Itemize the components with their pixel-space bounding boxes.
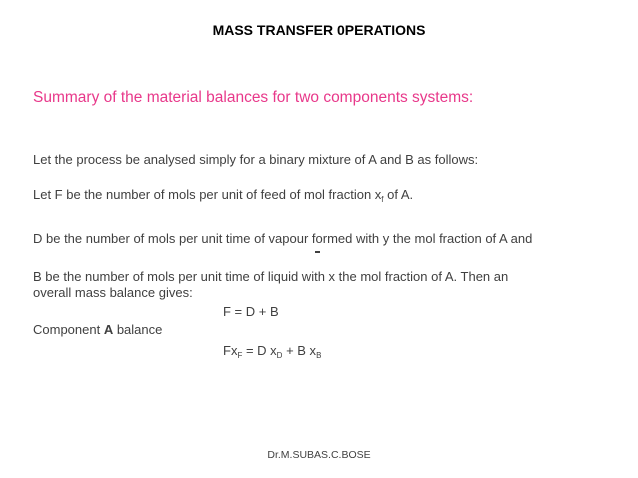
body-line-2-tail: of A. bbox=[383, 187, 414, 202]
component-label-prefix: Component bbox=[33, 322, 104, 337]
eq2-sub-c: B bbox=[316, 351, 322, 360]
slide-footer-author: Dr.M.SUBAS.C.BOSE bbox=[267, 449, 371, 461]
body-line-4: B be the number of mols per unit time of liquid with x the mol fraction of A. Then an bbox=[33, 269, 509, 284]
component-label-suffix: balance bbox=[113, 322, 163, 337]
equation-component-balance bbox=[223, 343, 321, 358]
body-line-2-text: Let F be the number of mols per unit of feed of mol fraction x bbox=[33, 187, 382, 202]
body-line-2 bbox=[33, 187, 413, 202]
slide-title: MASS TRANSFER 0PERATIONS bbox=[212, 22, 426, 38]
body-line-5: overall mass balance gives: bbox=[33, 285, 193, 300]
eq2-term-c: + B x bbox=[282, 343, 317, 358]
equation-overall-balance: F = D + B bbox=[223, 304, 279, 319]
eq2-term-a: Fx bbox=[223, 343, 238, 358]
eq2-term-b: = D x bbox=[242, 343, 277, 358]
body-line-1: Let the process be analysed simply for a binary mixture of A and B as follows: bbox=[33, 152, 479, 167]
eq2-sub-a: F bbox=[237, 351, 243, 360]
body-line-2-subscript: f bbox=[381, 195, 384, 204]
component-a-label bbox=[33, 322, 162, 337]
body-line-3: D be the number of mols per unit time of vapour formed with y the mol fraction of A and bbox=[33, 231, 533, 246]
stray-dash-mark bbox=[315, 251, 320, 253]
eq2-sub-b: D bbox=[276, 351, 283, 360]
slide-subtitle: Summary of the material balances for two components systems: bbox=[33, 89, 474, 106]
component-label-bold: A bbox=[103, 322, 114, 337]
